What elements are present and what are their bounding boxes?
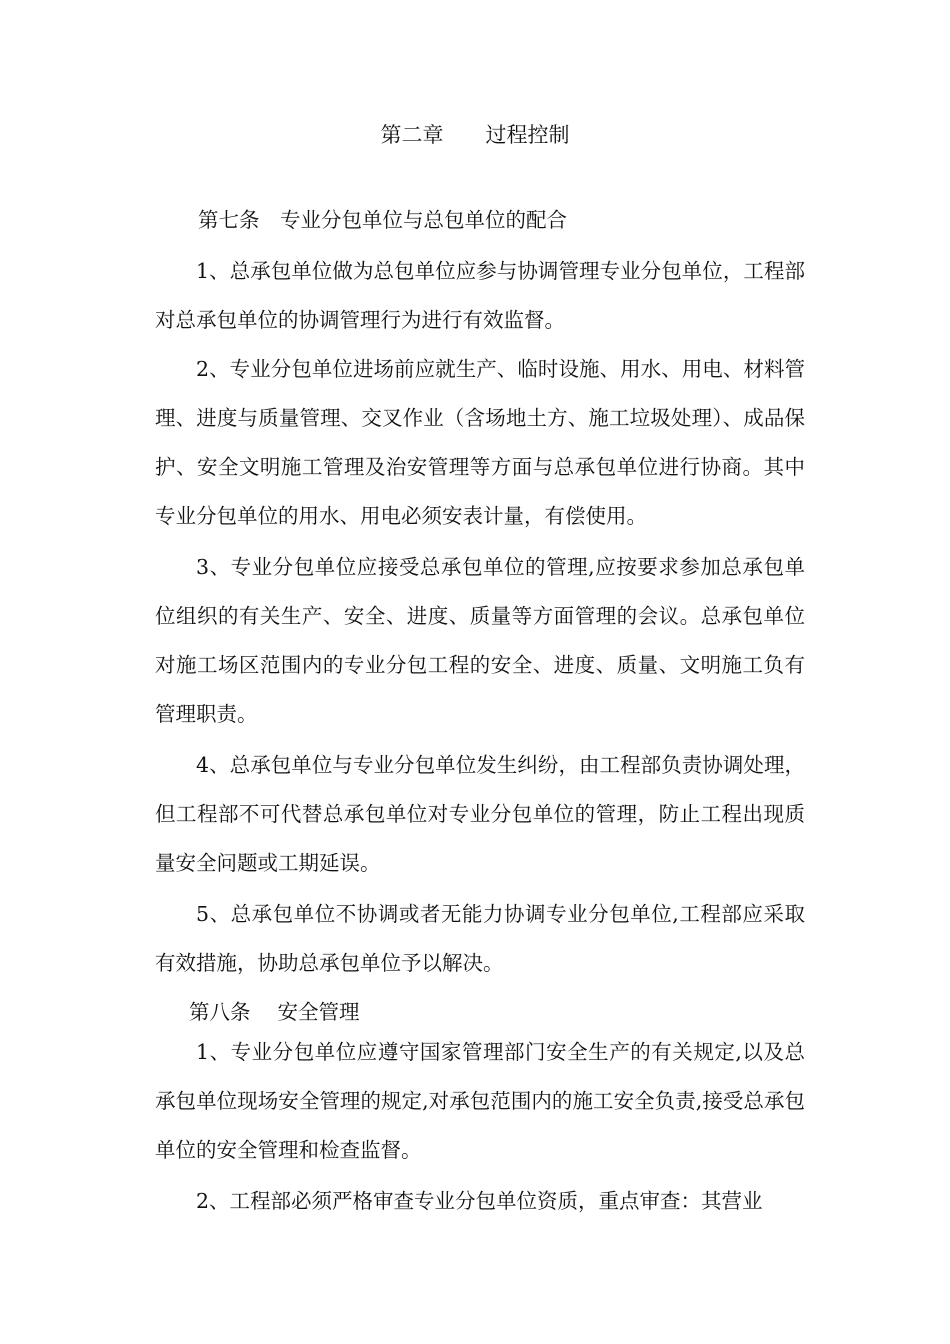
article-8-heading: 第八条 安全管理: [189, 1000, 360, 1024]
article-7-paragraph-1: 1、总承包单位做为总包单位应参与协调管理专业分包单位，工程部对总承包单位的协调管理行为进行有效监督。: [155, 259, 805, 332]
article-7-paragraph-2: 2、专业分包单位进场前应就生产、临时设施、用水、用电、材料管理、进度与质量管理、交叉作业（含场地土方、施工垃圾处理）、成品保护、安全文明施工管理及治安管理等方面与总承包单位进行协商。其中专业分包单位的用水、用电必须安表计量，有偿使用。: [155, 357, 805, 528]
article-7-heading: 第七条 专业分包单位与总包单位的配合: [198, 208, 567, 232]
article-8-paragraph-1: 1、专业分包单位应遵守国家管理部门安全生产的有关规定,以及总承包单位现场安全管理的规定,对承包范围内的施工安全负责,接受总承包单位的安全管理和检查监督。: [155, 1040, 805, 1162]
article-7-paragraph-3: 3、专业分包单位应接受总承包单位的管理,应按要求参加总承包单位组织的有关生产、安全、进度、质量等方面管理的会议。总承包单位对施工场区范围内的专业分包工程的安全、进度、质量、文明施工负有管理职责。: [155, 555, 805, 726]
article-7-paragraph-4: 4、总承包单位与专业分包单位发生纠纷，由工程部负责协调处理，但工程部不可代替总承包单位对专业分包单位的管理，防止工程出现质量安全问题或工期延误。: [155, 753, 805, 875]
chapter-title: 第二章 过程控制: [380, 123, 570, 147]
article-7-paragraph-5: 5、总承包单位不协调或者无能力协调专业分包单位,工程部应采取有效措施，协助总承包单位予以解决。: [155, 902, 805, 975]
article-8-paragraph-2: 2、工程部必须严格审查专业分包单位资质，重点审查：其营业: [196, 1189, 763, 1213]
